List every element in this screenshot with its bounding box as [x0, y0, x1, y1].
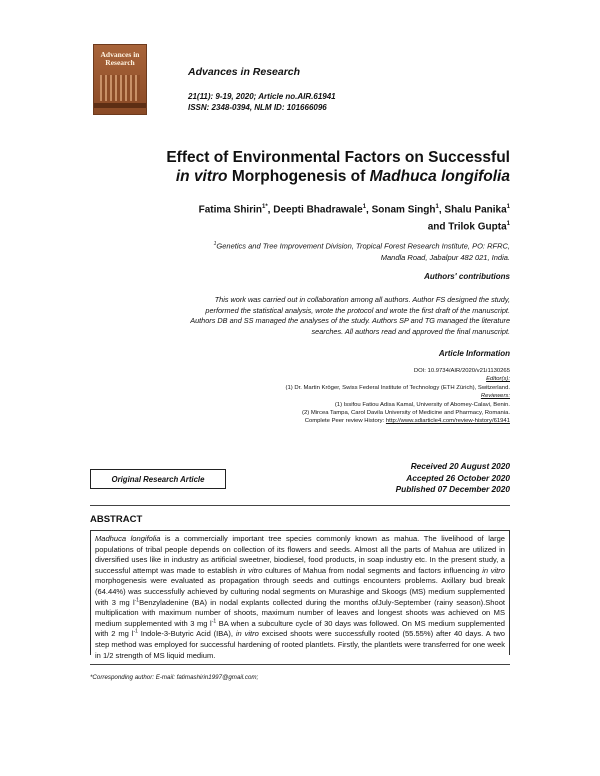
article-info: DOI: 10.9734/AIR/2020/v21i1130265 Editor(s): (1) Dr. Martin Kröger, Swiss Federal Institute of Technology (ETH Zürich), Switzerland. Reviewers: (1) Issifou Fatiou Adisa Kamal, University of Abomey-Calavi, Benin. (2) Mircea Tampa, Carol Davila University of Medicine and Pharmacy, Romania. Complete Peer review History: http://www.sdiarticle4.com/review-history/61941 — [285, 368, 510, 425]
volume-line: 21(11): 9-19, 2020; Article no.AIR.61941 — [188, 92, 336, 101]
reviewer-entry: (2) Mircea Tampa, Carol Davila University of Medicine and Pharmacy, Romania. — [302, 410, 510, 417]
divider — [90, 505, 510, 506]
abstract-text: Madhuca longifolia is a commercially important tree species commonly known as mahua. The livelihood of large populations of tribal people depends on collection of its flowers and seeds. Almost all the parts of Mahua are utilized in diversified uses like in industry as artificial sweetner, biodiesel, food products, in soap industry etc. In the present study, a successful attempt was made to establish in vitro cultures of Mahua from nodal segments and factors influencing in vitro morphogenesis were evaluated as propagation through seeds and cuttings encounters problems. Axillary bud break (64.44%) was successfully achieved by culturing nodal segments on Murashige and Skoogs (MS) medium supplemented with 3 mg $l^{-1}Benzyladenine$ (BA) in nodal explants collected during the months ofJuly-September (rainy season).Shoot multiplication with maximum number of shoots, maximum number of leaves and longest shoots was achieved on MS medium supplemented with 3 mg $l^{-1}$ BA when a subculture cycle of 30 days was followed. On MS medium supplemented with 2 mg $l^{-1}$ Indole-3-Butyric Acid (IBA), in vitro excised shoots were successfully rooted (55.55%) after 40 days. A two step method was employed for successful hardening of rooted plantlets. Firstly, the plantlets were transferred for one week in 1/2 strength of MS liquid medium. — [90, 530, 510, 655]
contributions-text: This work was carried out in collaboration among all authors. Author FS designed the study, performed the statistical analysis, wrote the protocol and wrote the first draft of the manuscript. Authors DB and SS managed the analyses of the study. Authors SP and TG managed the literature searches. All authors read and approved the final manuscript. — [190, 295, 510, 336]
reviewers-label: Reviewers: — [480, 393, 510, 400]
cover-bar — [94, 103, 146, 108]
article-type-box: Original Research Article — [90, 469, 226, 489]
corresponding-author-footnote: *Corresponding author: E-mail: fatimashirin1997@gmail.com; — [90, 674, 259, 681]
article-info-heading: Article Information — [438, 349, 510, 358]
contributions-heading: Authors' contributions — [424, 272, 510, 281]
publication-dates: Received 20 August 2020 Accepted 26 October 2020 Published 07 December 2020 — [395, 461, 510, 494]
paper-title: Effect of Environmental Factors on Successful in vitro Morphogenesis of Madhuca longifolia — [166, 149, 510, 185]
affiliation: $^1$Genetics and Tree Improvement Division, Tropical Forest Research Institute, PO: RFRC, Mandla Road, Jabalpur 482 021, India. — [213, 241, 510, 262]
footnote-divider — [90, 664, 510, 665]
journal-cover-image — [93, 44, 147, 115]
journal-name: Advances in Research — [188, 66, 301, 78]
review-history-link[interactable]: http://www.sdiarticle4.com/review-history/61941 — [385, 418, 510, 425]
reviewer-entry: (1) Issifou Fatiou Adisa Kamal, University of Abomey-Calavi, Benin. — [334, 401, 510, 408]
cover-pattern — [100, 75, 140, 101]
cover-title: Advances in Research — [100, 50, 140, 67]
doi: DOI: 10.9734/AIR/2020/v21i1130265 — [413, 368, 510, 374]
abstract-heading: ABSTRACT — [90, 514, 143, 525]
author-list: Fatima Shirin$^{1*}$, Deepti Bhadrawale$^1$, Sonam Singh$^1$, Shalu Panika$^1$ and Trilok Gupta$^1$ — [198, 204, 510, 233]
issn-line: ISSN: 2348-0394, NLM ID: 101666096 — [188, 103, 327, 112]
editor-entry: (1) Dr. Martin Kröger, Swiss Federal Institute of Technology (ETH Zürich), Switzerland. — [285, 384, 510, 391]
editors-label: Editor(s): — [486, 376, 510, 383]
